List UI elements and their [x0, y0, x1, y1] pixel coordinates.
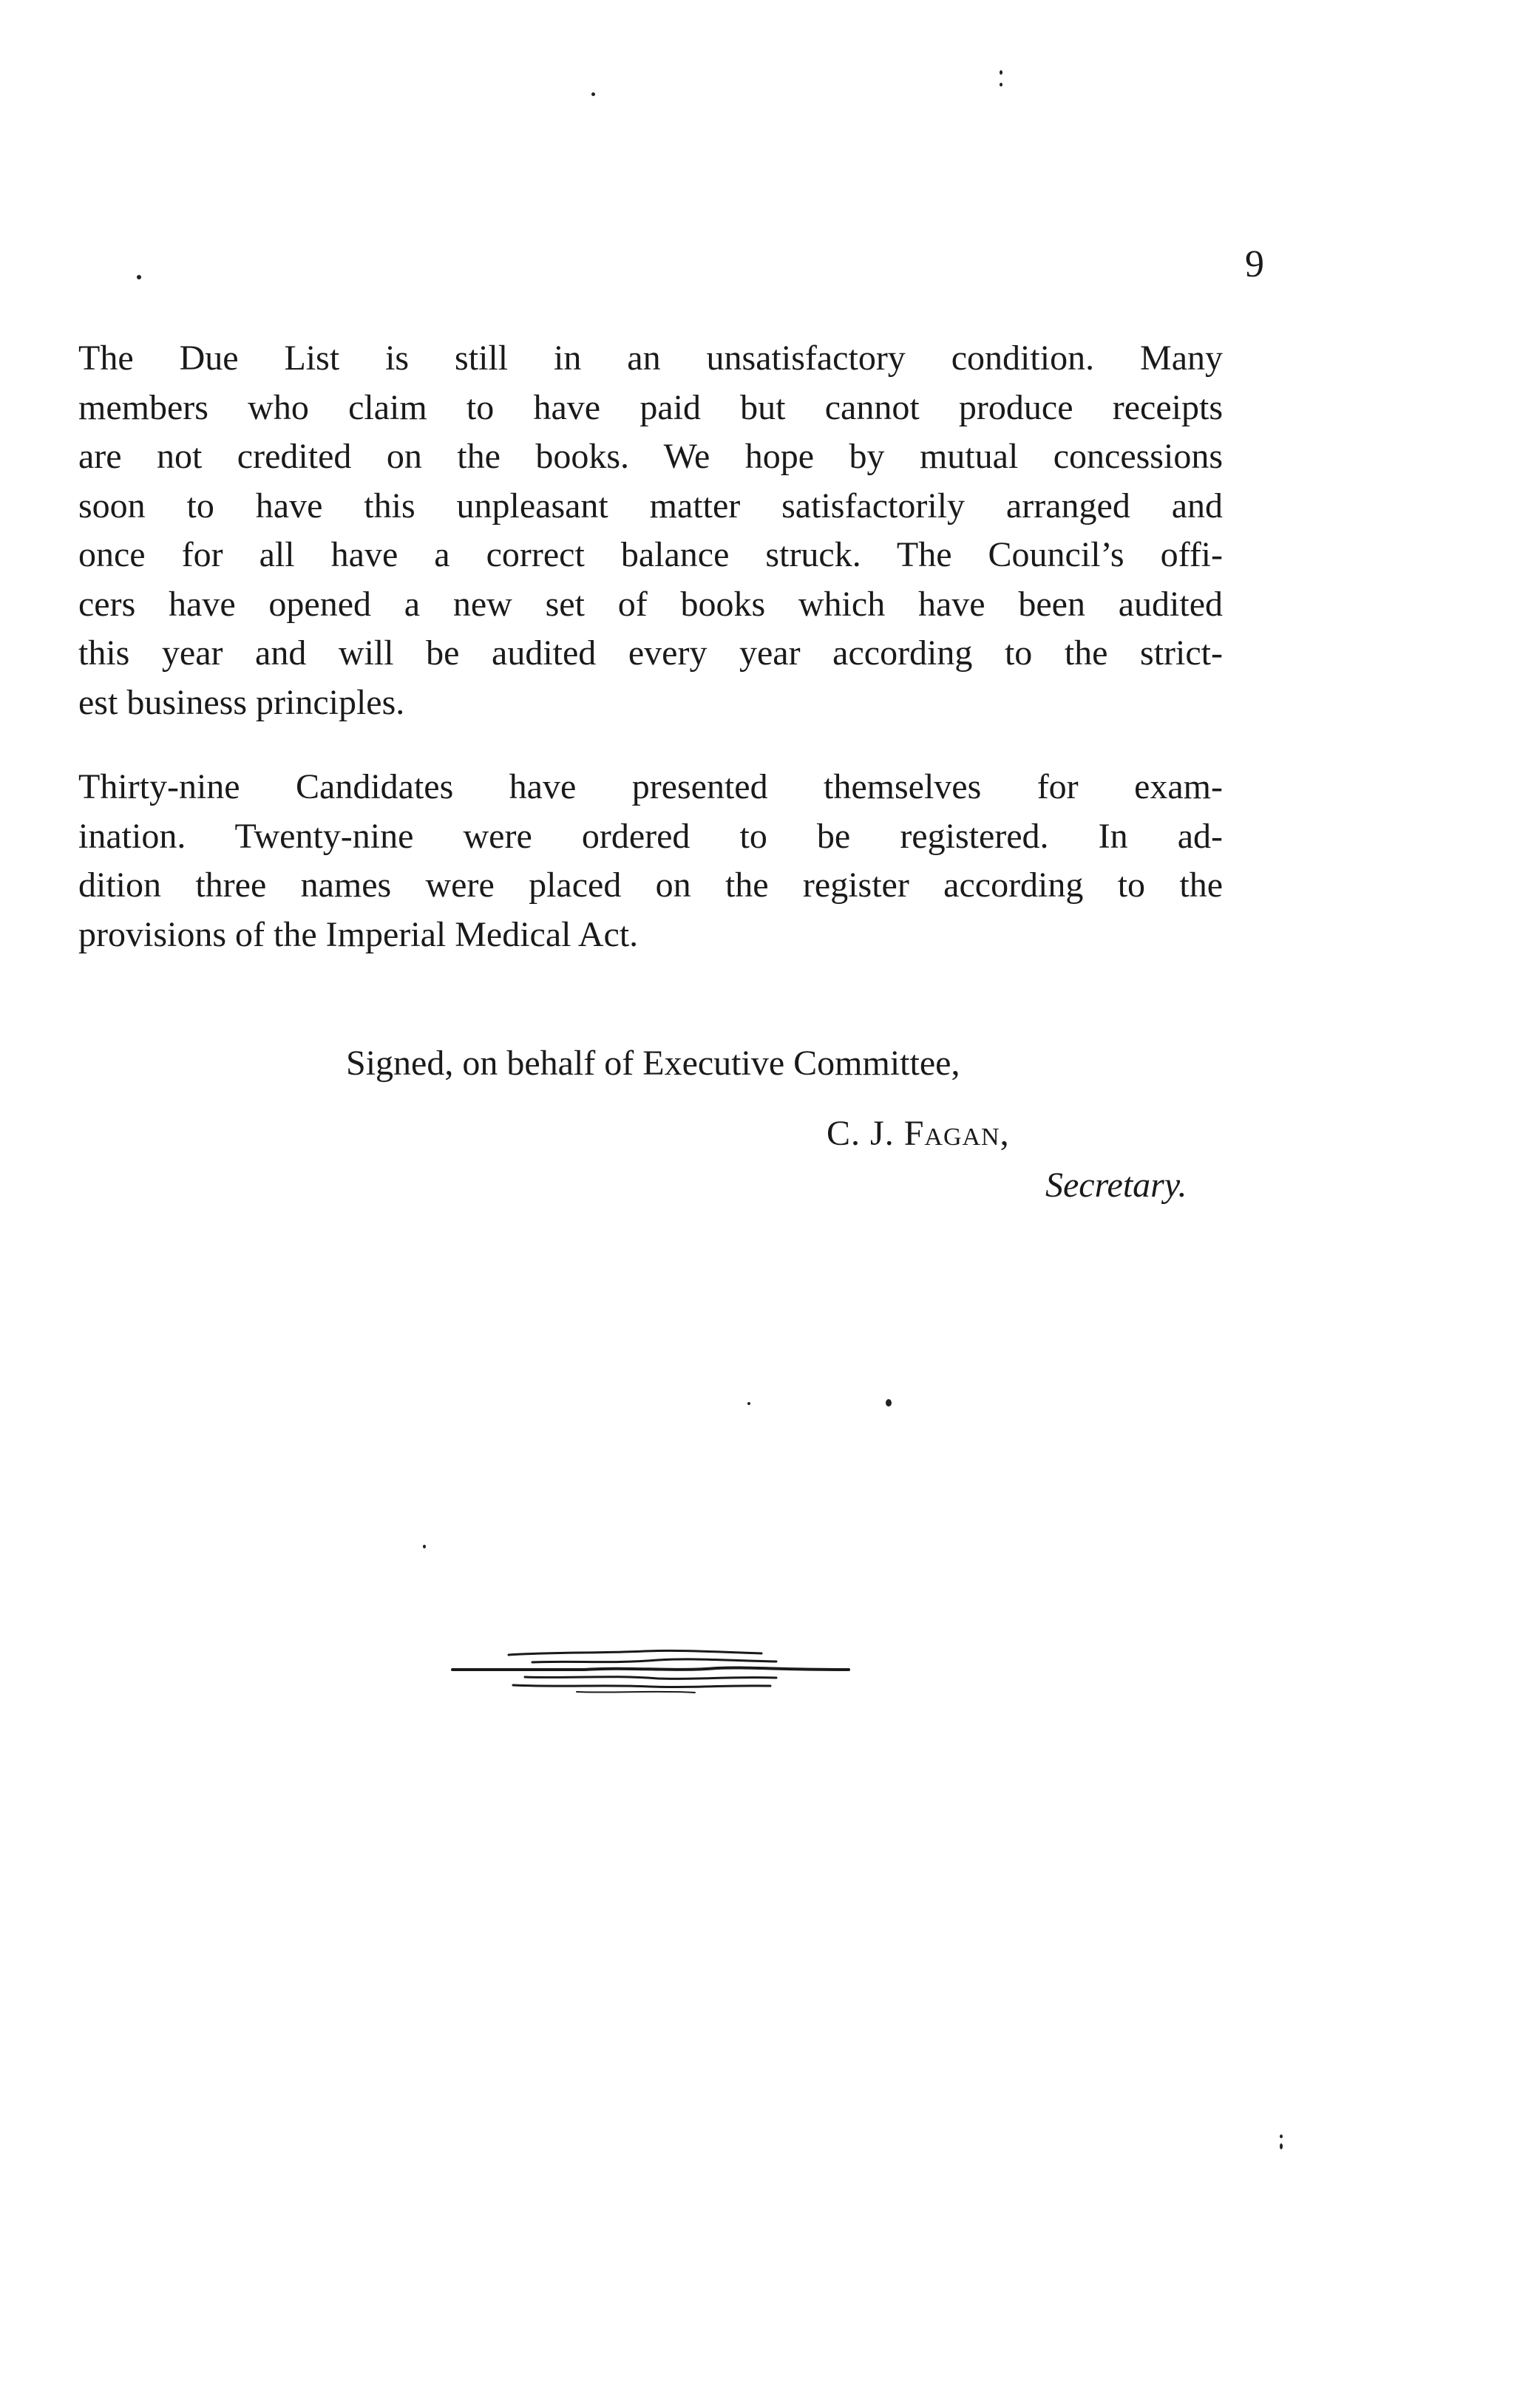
signature-statement: Signed, on behalf of Executive Committee, — [346, 1044, 960, 1083]
wavy-rule-ornament-icon — [451, 1645, 850, 1696]
paragraph-line: once for all have a correct balance struck. The Council’s offi- — [78, 535, 1223, 574]
paragraph-line: Thirty-nine Candidates have presented themselves for exam- — [78, 767, 1223, 806]
print-speck — [1280, 2143, 1283, 2149]
print-speck — [591, 92, 595, 96]
paragraph-line: ination. Twenty-nine were ordered to be registered. In ad- — [78, 816, 1223, 856]
signer-name: C. J. Fagan, — [827, 1114, 1010, 1153]
signer-title: Secretary. — [1045, 1166, 1187, 1205]
paragraph-line: are not credited on the books. We hope by mutual concessions — [78, 437, 1223, 476]
paragraph-line: soon to have this unpleasant matter satisfactorily arranged and — [78, 486, 1223, 526]
paragraph-line: this year and will be audited every year according to the strict- — [78, 633, 1223, 673]
print-speck — [1000, 70, 1002, 75]
paragraph-line: cers have opened a new set of books which have been audited — [78, 584, 1223, 624]
paragraph-line: members who claim to have paid but cannot produce receipts — [78, 387, 1223, 427]
paragraph-candidates — [78, 763, 1223, 959]
paragraph-line: The Due List is still in an unsatisfactory condition. Many — [78, 339, 1223, 378]
print-speck — [1000, 83, 1002, 86]
paragraph-line: est business principles. — [78, 682, 405, 722]
paragraph-line: dition three names were placed on the register according to the — [78, 865, 1223, 905]
print-speck — [1280, 2135, 1283, 2138]
print-speck — [747, 1402, 750, 1405]
paragraph-line: provisions of the Imperial Medical Act. — [78, 914, 639, 954]
page-number: 9 — [1245, 243, 1264, 285]
print-speck — [423, 1545, 426, 1548]
print-speck — [137, 275, 141, 279]
print-speck — [886, 1399, 892, 1407]
paragraph-due-list — [78, 334, 1223, 727]
